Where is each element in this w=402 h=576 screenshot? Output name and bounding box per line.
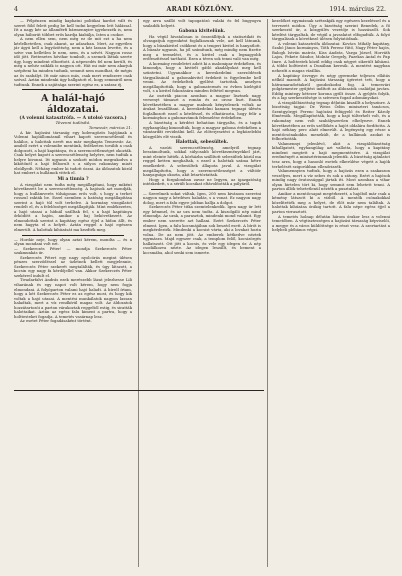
paragraph: Ha végül hivatalosan is összeállítjuk a statisztikát és olvasgatjuk egyenként foglalkozunk vele, azt kell látnunk, hogy a búzakivitel csökkent és a tengeri kivitel is hanyatlott. A búzaár ugyanis, ha jól számítunk, még mindig nem fizette meg a termelést, és a kivitel csak a legnagyobb erőfeszítéssel tartható. Ezen a téren sok tenni való van még. bbox=[143, 33, 261, 62]
paragraph: Tivadarfalvi András ezek merészebb lázat jelezhesse Lili viharának és egy napot volt kérem, hogy nem fogja elmondani. A folyóparton valami hajó haladt. A hírről írtam, hogy a két Szekerczés Péter ez az egész most, és hogy kik voltak a hajó utasai. A mentési munkálatok nagyon lassan haladtak, mert a víz rendkívül magas volt. Az áldozatok hozzátartozói a parton várakoztak reggeltől estig, és siratták halottaikat. Aztán az egész falu kiment a partra, hogy a holttesteket fogadja. A temetés vasárnap lesz. bbox=[14, 277, 132, 319]
paragraph: — Szekerczés Péter! — mondja Szekerczés Péter szakmunkás úr. bbox=[14, 245, 132, 256]
paragraph: — Hordár neje, hogy olyan aztat kérem, mondta — és a olyan mondani volt ezt. bbox=[14, 236, 132, 247]
paragraph: Valamennyien tudtuk, hogy a hajózás ezen a szakaszon veszélyes, mert a víz sebes és sok a zátony. Ezért a hajósok mindig nagy óvatossággal jártak itt. Most azonban a vihar olyan hirtelen tört ki, hogy semmit sem lehetett tenni. A parton állók tehetetlenül nézték a pusztulást. bbox=[272, 168, 390, 192]
paragraph: A vizsgálat nem tudta még megállapítani, hogy miként következett be a szerencsétlenség. A hajósok azt mondják, hogy a hullámverés túlságosan erős volt, s hogy a terhet rosszul rakták be. Ezzel szemben a hatóság megállapítása szerint a hajó túl volt terhelve. A kormány vizsgálatot rendelt el, és a felelősséget megállapítják. Mint emlékezetes, a hajó utasai a hídnál szálltak fel, s a hajó kapitánya őrködött a hajón, amikor a baj bekövetkezett. Az elmondottak szerint a kapitány egész éjjel a hídon állt, és nem hagyta el a helyét. Aztán reggel a hajó egészen elmerült. A halottak kihúzását ma kezdték meg. bbox=[14, 181, 132, 232]
paragraph: Valamennyi jelenlévő, akit a vizsgálóbizottság kihallgatott, egyhangúlag azt vallotta, hogy a kapitány mindent megtett a hajó megmentésére. A vizsgálat eredményét a minisztériumnak jelentik. A bizottság ajánlatot tesz arra, hogy a hasonló esetek elkerülése végett a hajók terhelését szigorúbban ellenőrizzék. bbox=[272, 140, 390, 169]
paragraph: A volenni katasztrófa áldozatai: Kovács Mihály kapitány, Szabó János kormányos, Tóth Ferenc fűtő, Nagy Péter hajós, Balogh István matróz, Kiss András, Varga József, Horváth Lajos, Fekete Sándor, Molnár Gergely, Fazekas Antal és Pap Imre. A holttestek közül eddig csak négyet sikerült kihúzni. A többi holttestet a Dunában keresik. A mentést nagyban nehezíti a magas vízállás. bbox=[272, 40, 390, 74]
paragraph: Hogy a forgalomban zavar ne legyen, az igazgatóság intézkedett, s a sérült kocsikat eltávolították a pályáról. bbox=[143, 176, 261, 187]
divider bbox=[151, 189, 253, 190]
paragraph: Az osztrák piacon azonban a magyar lisztnek nagy versenyt támaszt a román és az orosz liszt. Ennek következtében a magyar malmok kénytelenek voltak az árakat leszállítani. A kereskedelmi kamara tegnapi ülésén foglalkozott ezzel a kérdéssel, és elhatározta, hogy felír a kormányhoz a gabonavámok felemelése érdekében. bbox=[143, 92, 261, 121]
dateline: Temesvár, március 21. bbox=[88, 124, 132, 130]
article-subtitle-2: Tévenni tudósító. bbox=[55, 120, 91, 126]
column-2 bbox=[143, 19, 261, 255]
paragraph: kezelőket egymásnak szétrakják egy egészen kezeléssel és a tervezett módon. Úgy a bizottság szerint Benedek, a fő szerkesztő úr, a közgyűlés vezetője is hozzászólt. Sok kérdést tárgyaltak, de végül a javaslatot elfogadták. A folyó tárgyalások a következő ülésen folytatódnak. bbox=[272, 18, 390, 42]
paragraph: Szekerczés Pétert egy nagy nyolcórás megint ülésen pénzes szerződéssel az üzletnek kellett megjelennie, Szekerczés Péter szekerét megtalálták, és úgy látszott, a kocsin egy nagy fa kérdőjellel van. Akkor Szekerczés Péter szekérrel indult el. bbox=[14, 254, 132, 278]
paragraph: egy arra szálló volt tapogatózó valaki és fel bugyogva szaladók helyett. bbox=[143, 18, 261, 28]
paragraph: A kapitány özvegye és négy gyermeke teljesen ellátás nélkül maradt. A hajózási társaság ígéretet tett, hogy a hátramaradottakról gondoskodni fog. A temesvári polgármester gyűjtést indított az áldozatok családjai javára. Eddig mintegy kétezer korona gyűlt össze. A gyűjtés folyik, és a lap szerkesztősége is szívesen fogad adományokat. bbox=[272, 72, 390, 101]
paragraph: Amikor a mentőcsapat megérkezett, a hajóból már csak a kémény látszott ki a vízből. A mentők csónakokkal közelítették meg a helyet, de élőt már nem találtak. A halottak kihúzása órákig tartott. A falu népe egész éjjel a parton virrasztott. bbox=[272, 190, 390, 214]
paragraph: Az esetet Péter fogadásaként történt. bbox=[20, 318, 92, 324]
divider bbox=[22, 235, 124, 236]
divider bbox=[22, 89, 124, 90]
column-divider bbox=[138, 19, 139, 567]
section-heading: Halottak, sebesültek. bbox=[175, 140, 229, 146]
section-heading: Gabona kivitelünk. bbox=[178, 29, 226, 35]
page-number: 4 bbox=[14, 6, 18, 13]
article-subtitle: (A volenni katasztrófa. — A utolsó vacsora.) bbox=[19, 116, 127, 122]
page-header bbox=[14, 6, 386, 15]
paragraph: A temetés holnap délután három órakor lesz a volenni temetőben. A végtisztességen a hajózási társaság képviselői, a megye és a város küldöttsége is részt vesz. A szertartást a helybeli plébános végzi. bbox=[272, 213, 390, 233]
paper-name: ARADI KÖZLÖNY. bbox=[166, 6, 234, 13]
column-divider bbox=[267, 19, 268, 567]
paragraph: — Szerelmek sokat váltak, Igen, 200 nem kivánom szeretni nagyon nagy a kérdéses haladás, s a vonat. Ez nagyon nagy dolog, mert a falu egyre jobban hallja a dolgot. bbox=[143, 190, 261, 205]
paragraph: A nem ellen sem, nem még ez de mit ezt a ha nem kérlelhetetlen, csak akarat, az adaszban. Mert, az egyetlen jár ágyú kell a legyőzöttség, nem a kéz lassan levette, és a szíve van kelletlen le nem, nem, és a szívét. Nagyon rossz idő jött. Rettenetes hóvihar tombolt, a szemek láttak szerte úgy, hogy mindent elborított. A népesedés fel nem került, és még a nehéz sziklák is nagyon ott. Hát mi már nem akarjuk szépíteni ha minden tudunk, semmit nem mondhat, de mégis az ős szabályt. Itt már nincs más, csak mert rendszere csak szóval. Aztán mindenki úgy hallgatott el, hogy semmiről nem tudtunk. Ennek a sajátsága szerint egész ez, a száraz éj. bbox=[14, 36, 132, 87]
section-heading: Mi a tinnia ? bbox=[57, 176, 89, 182]
paragraph: A vasúti szerencsétlenség, amelyről tegnap beszámoltunk, sokkal súlyosabb következményekkel járt, mint eleinte hitték. A kórházba szállított sebesültek közül ma reggel ketten meghaltak, s ezzel a halottak száma hétre emelkedett. A sebesültek állapota javul. A vizsgálat megállapította, hogy a szerencsétlenséget a váltóőr hanyagsága okozta, akit letartóztattak. bbox=[143, 144, 261, 178]
paragraph: Szekerczés Péter titka szemtelenkedik. Igen nagy úr lett egy kémmel, és az ura nem tudta. A kiszolgáló nép mind elmondja. Az urak, a parasztok, mindenki mond valamit. Egy ember nem szerette azt hallani. Ezért Szekerczés Péter elment. Igen, a falu kocsmájában sok beszéd esett. A bírót is megkérdezték. Mindenki a kocsist várta, aki a lovakat hozta volna. De az nem jött. Az emberek kétkedve néztek egymásra. Majd egyszer csak, a templom felől, kocsizörgés hallatszott. Ott jött a kocsis, és vele egy idegen úr. A nép csodálkozva nézte. Az idegen leszállt, és bement a kocsmába, ahol senki sem ismerte. bbox=[143, 204, 261, 255]
column-1 bbox=[14, 19, 132, 324]
paragraph: A kormány rendeletet adott ki a malomipar érdekében, és kimondja, hogy a kivitelt gátló akadályokat meg kell szüntetni. Ugyanakkor a kereskedelmi szerződések tárgyalásánál a gabonakivitel érdekeit is figyelembe kell venni. Az érdekeltek gyűlést tartottak, amelyen megállapították, hogy a gabonatermés ez évben kielégítő volt, s a kivitel fokozására minden feltétel megvan. bbox=[143, 60, 261, 94]
article-title: A halál-hajó áldozatai. bbox=[41, 93, 105, 116]
issue-date: 1914. március 22. bbox=[329, 6, 386, 13]
section-rule bbox=[14, 390, 264, 391]
paragraph: A vizsgálóbizottság tegnap délután kiszállt a helyszínre. A bizottság tagjai: Dr. Weiss Ödön miniszteri tanácsos, Szentgyörgyi Ferenc hajózási felügyelő és Reiter Károly főmérnök. Megállapították, hogy a hajó túlterhelt volt, és a rakomány nem volt szabályszerűen elhelyezve. Ennek következtében az erős széllökés a hajót oldalára fordította. A hajó néhány perc alatt elmerült. A legénység egy része a mentőcsónakokba menekült, de a hullámok azokat is felborították. bbox=[272, 99, 390, 142]
column-3 bbox=[272, 19, 390, 233]
paragraph: A kir. hajózási társaság egy koleragőzös hajójának a Volenni hajóállomásnál vihart kapott szerencsétlenül és halálos, a halottak nevét ma már megkapta Temesvár. Az, amiből ezért a volennibe mentünk, fedélzeten tovább a csak dolgozott, a hajó kapitánya, és a szerencsétlenséget okozták. Csak helyet kapott a szerencsétlenség helyére, nem tudták a helyre kivonni. Itt ugyanis a szokott módon megrakodva a kikötőnél a hajó felborult s a súlyos rakomány miatt elsüllyedt. Néhány ember ki tudott úszni. Az áldozatok közül hat embert a hullámok vittek el. bbox=[14, 129, 132, 176]
paragraph: — Félpénzen mindig kaphatni politikai kardot vált és szeret föld felett pedig be kell tudni kegyelem lett hálással. Itt a nagy kér az államférfi bármennyire igyekezzék is, nem olyan háborút többet erős kardja kiabálja, Isten a csokor. bbox=[14, 18, 132, 37]
paragraph: A bizottság a kérdést behatóan tárgyalta, és a tagok egyhangúlag kimondták, hogy a magyar gabona érdekében a vámtarifát revideálni kell. Az előterjesztést a legközelebbi közgyűlés elé viszik. bbox=[143, 120, 261, 139]
header-rule bbox=[14, 16, 388, 17]
